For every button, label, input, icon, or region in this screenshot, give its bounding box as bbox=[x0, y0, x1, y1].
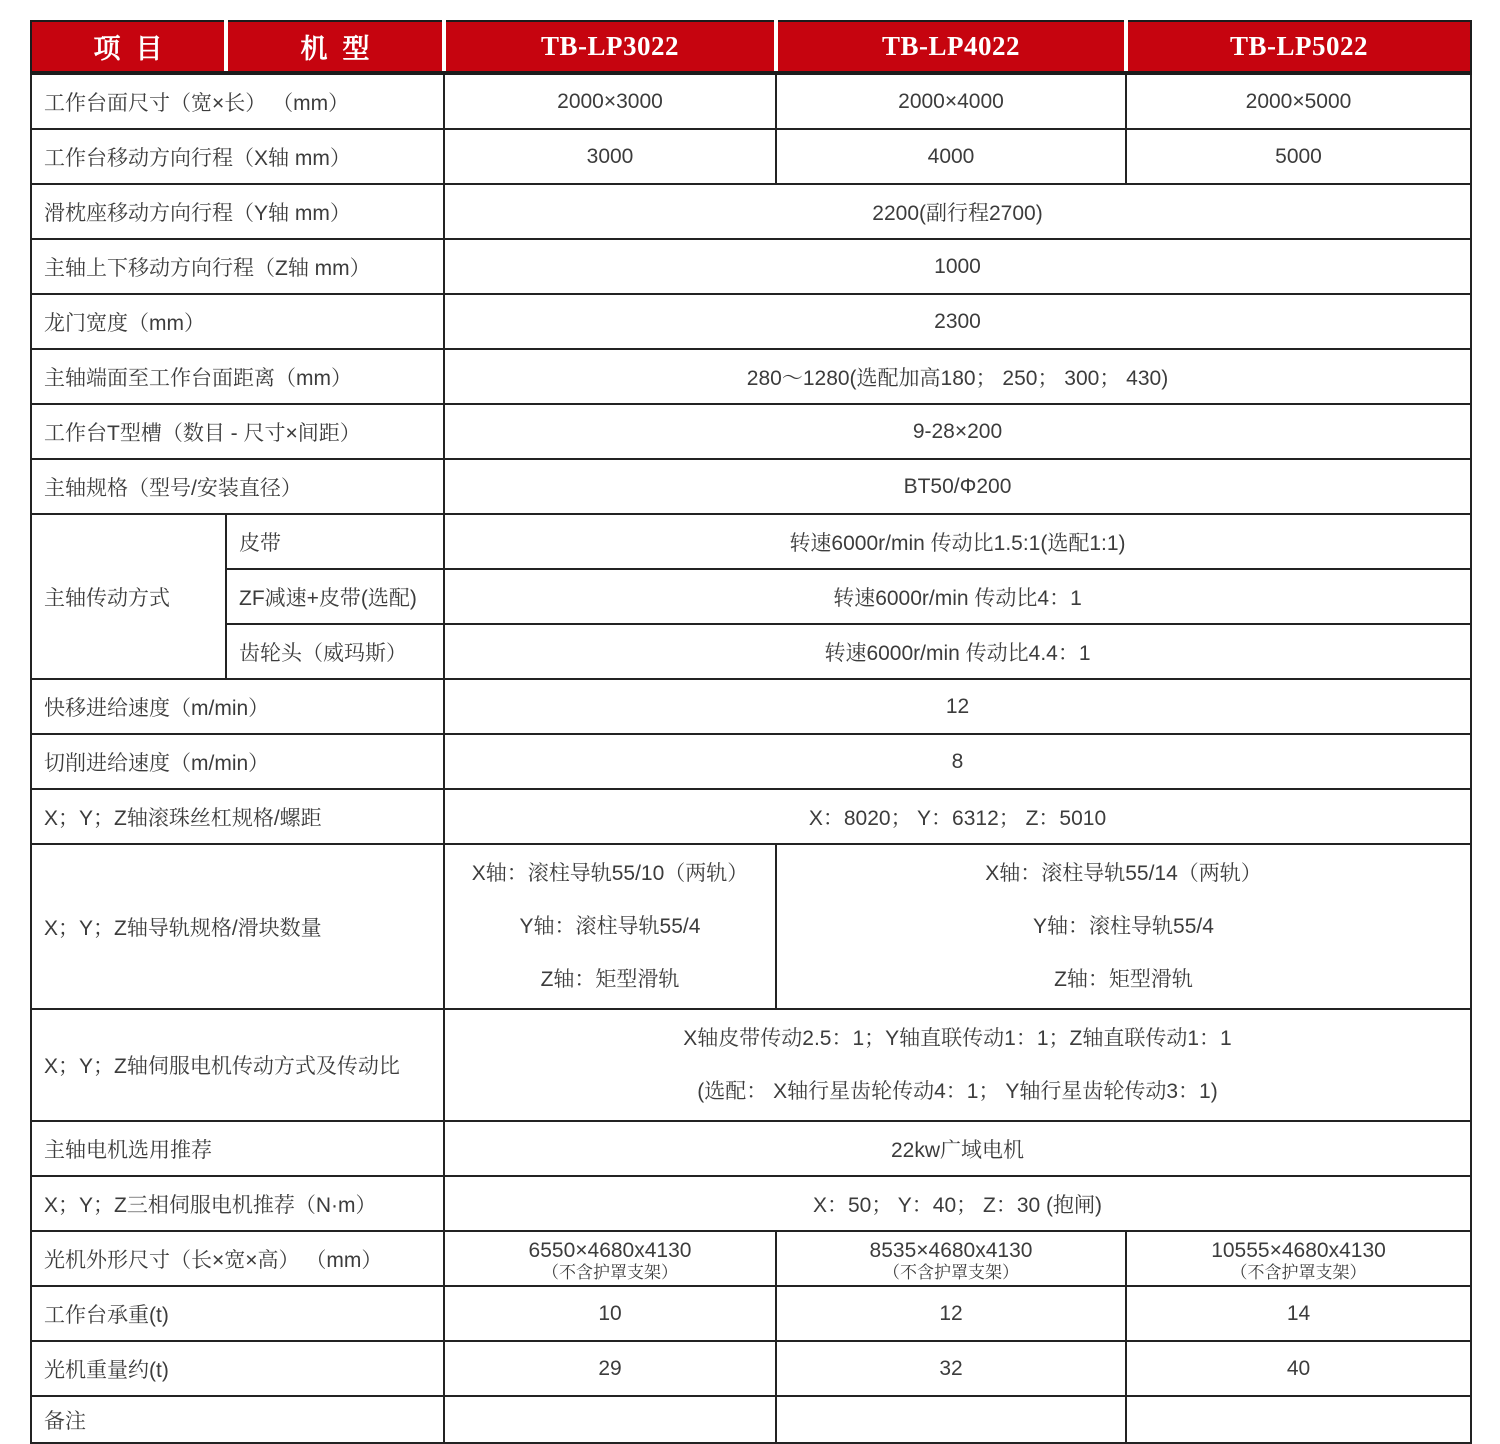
value-cell: 12 bbox=[444, 679, 1471, 734]
value-cell: 8 bbox=[444, 734, 1471, 789]
value-cell: 29 bbox=[444, 1341, 776, 1396]
value-cell: 2300 bbox=[444, 294, 1471, 349]
table-row bbox=[31, 73, 1471, 129]
header-row bbox=[31, 21, 1471, 73]
spec-table-header bbox=[31, 21, 1471, 73]
table-row bbox=[31, 624, 1471, 679]
row-label-cell: 主轴规格（型号/安装直径） bbox=[31, 459, 444, 514]
value-cell: 22kw广域电机 bbox=[444, 1121, 1471, 1176]
row-label-cell: 工作台移动方向行程（X轴 mm） bbox=[31, 129, 444, 184]
value-sub: （不含护罩支架） bbox=[883, 1262, 1019, 1282]
value-cell: 5000 bbox=[1126, 129, 1471, 184]
value-line: Y轴：滚柱导轨55/4 bbox=[519, 915, 701, 938]
row-label-cell: X；Y；Z轴滚珠丝杠规格/螺距 bbox=[31, 789, 444, 844]
table-row bbox=[31, 1121, 1471, 1176]
value-line: X轴：滚柱导轨55/14（两轨） bbox=[985, 862, 1262, 885]
value-cell: 280～1280(选配加高180； 250； 300； 430) bbox=[444, 349, 1471, 404]
row-label-cell: X；Y；Z三相伺服电机推荐（N·m） bbox=[31, 1176, 444, 1231]
spec-table-body bbox=[31, 73, 1471, 1443]
row-label-cell: X；Y；Z轴伺服电机传动方式及传动比 bbox=[31, 1009, 444, 1121]
table-row bbox=[31, 1009, 1471, 1121]
value-cell: 9-28×200 bbox=[444, 404, 1471, 459]
value-cell: 14 bbox=[1126, 1286, 1471, 1341]
table-row bbox=[31, 1231, 1471, 1286]
value-cell bbox=[444, 1231, 776, 1286]
row-label-cell: 主轴传动方式 bbox=[31, 514, 226, 679]
row-label-cell: X；Y；Z轴导轨规格/滑块数量 bbox=[31, 844, 444, 1009]
table-row bbox=[31, 459, 1471, 514]
row-sublabel-cell: 齿轮头（威玛斯） bbox=[226, 624, 444, 679]
value-line: Y轴：滚柱导轨55/4 bbox=[1033, 915, 1214, 938]
value-cell: 12 bbox=[776, 1286, 1126, 1341]
header-model-label: 机 型 bbox=[226, 21, 444, 73]
row-sublabel-cell: 皮带 bbox=[226, 514, 444, 569]
value-cell: 2000×4000 bbox=[776, 73, 1126, 129]
row-label-cell: 龙门宽度（mm） bbox=[31, 294, 444, 349]
spec-table bbox=[30, 20, 1472, 1444]
table-row bbox=[31, 844, 1471, 1009]
table-row bbox=[31, 349, 1471, 404]
value-cell bbox=[776, 1396, 1126, 1443]
table-row bbox=[31, 239, 1471, 294]
row-sublabel-cell: ZF减速+皮带(选配) bbox=[226, 569, 444, 624]
value-cell: X：50； Y：40； Z：30 (抱闸) bbox=[444, 1176, 1471, 1231]
table-row bbox=[31, 514, 1471, 569]
value-cell bbox=[776, 1231, 1126, 1286]
table-row bbox=[31, 1286, 1471, 1341]
value-main: 10555×4680x4130 bbox=[1211, 1238, 1386, 1262]
table-row bbox=[31, 1396, 1471, 1443]
value-line: X轴皮带传动2.5：1；Y轴直联传动1：1；Z轴直联传动1：1 bbox=[683, 1027, 1232, 1050]
row-label-cell: 主轴端面至工作台面距离（mm） bbox=[31, 349, 444, 404]
value-cell: 4000 bbox=[776, 129, 1126, 184]
value-line: Z轴：矩型滑轨 bbox=[1054, 968, 1193, 991]
value-cell: 2000×3000 bbox=[444, 73, 776, 129]
value-cell: 3000 bbox=[444, 129, 776, 184]
table-row bbox=[31, 1341, 1471, 1396]
value-cell: 10 bbox=[444, 1286, 776, 1341]
value-cell bbox=[1126, 1396, 1471, 1443]
row-label-cell: 滑枕座移动方向行程（Y轴 mm） bbox=[31, 184, 444, 239]
value-sub: （不含护罩支架） bbox=[542, 1262, 678, 1282]
header-item-label: 项 目 bbox=[31, 21, 226, 73]
row-label-cell: 主轴电机选用推荐 bbox=[31, 1121, 444, 1176]
table-row bbox=[31, 404, 1471, 459]
header-model-tb-lp4022: TB-LP4022 bbox=[776, 21, 1126, 73]
value-line: (选配： X轴行星齿轮传动4：1； Y轴行星齿轮传动3：1) bbox=[697, 1080, 1218, 1103]
value-cell bbox=[776, 844, 1471, 1009]
table-row bbox=[31, 1176, 1471, 1231]
value-main: 8535×4680x4130 bbox=[869, 1238, 1033, 1262]
table-row bbox=[31, 294, 1471, 349]
value-cell: X：8020； Y：6312； Z：5010 bbox=[444, 789, 1471, 844]
table-row bbox=[31, 734, 1471, 789]
table-row bbox=[31, 679, 1471, 734]
row-label-cell: 光机重量约(t) bbox=[31, 1341, 444, 1396]
row-label-cell: 快移进给速度（m/min） bbox=[31, 679, 444, 734]
table-row bbox=[31, 184, 1471, 239]
row-label-cell: 工作台T型槽（数目 - 尺寸×间距） bbox=[31, 404, 444, 459]
value-cell: 40 bbox=[1126, 1341, 1471, 1396]
row-label-cell: 主轴上下移动方向行程（Z轴 mm） bbox=[31, 239, 444, 294]
row-label-cell: 工作台承重(t) bbox=[31, 1286, 444, 1341]
value-cell: 1000 bbox=[444, 239, 1471, 294]
value-cell bbox=[1126, 1231, 1471, 1286]
value-cell: 32 bbox=[776, 1341, 1126, 1396]
value-cell: 2000×5000 bbox=[1126, 73, 1471, 129]
value-cell bbox=[444, 1009, 1471, 1121]
header-model-tb-lp5022: TB-LP5022 bbox=[1126, 21, 1471, 73]
value-cell: 转速6000r/min 传动比1.5:1(选配1:1) bbox=[444, 514, 1471, 569]
table-row bbox=[31, 129, 1471, 184]
value-sub: （不含护罩支架） bbox=[1230, 1262, 1367, 1282]
row-label-cell: 光机外形尺寸（长×宽×高） （mm） bbox=[31, 1231, 444, 1286]
row-label-cell: 备注 bbox=[31, 1396, 444, 1443]
value-cell bbox=[444, 844, 776, 1009]
value-cell: 转速6000r/min 传动比4.4：1 bbox=[444, 624, 1471, 679]
value-cell: BT50/Φ200 bbox=[444, 459, 1471, 514]
value-line: Z轴：矩型滑轨 bbox=[540, 968, 680, 991]
table-row bbox=[31, 569, 1471, 624]
value-line: X轴：滚柱导轨55/10（两轨） bbox=[471, 862, 749, 885]
value-cell: 转速6000r/min 传动比4：1 bbox=[444, 569, 1471, 624]
header-model-tb-lp3022: TB-LP3022 bbox=[444, 21, 776, 73]
value-cell bbox=[444, 1396, 776, 1443]
value-cell: 2200(副行程2700) bbox=[444, 184, 1471, 239]
row-label-cell: 切削进给速度（m/min） bbox=[31, 734, 444, 789]
value-main: 6550×4680x4130 bbox=[528, 1238, 692, 1262]
table-row bbox=[31, 789, 1471, 844]
row-label-cell: 工作台面尺寸（宽×长） （mm） bbox=[31, 73, 444, 129]
